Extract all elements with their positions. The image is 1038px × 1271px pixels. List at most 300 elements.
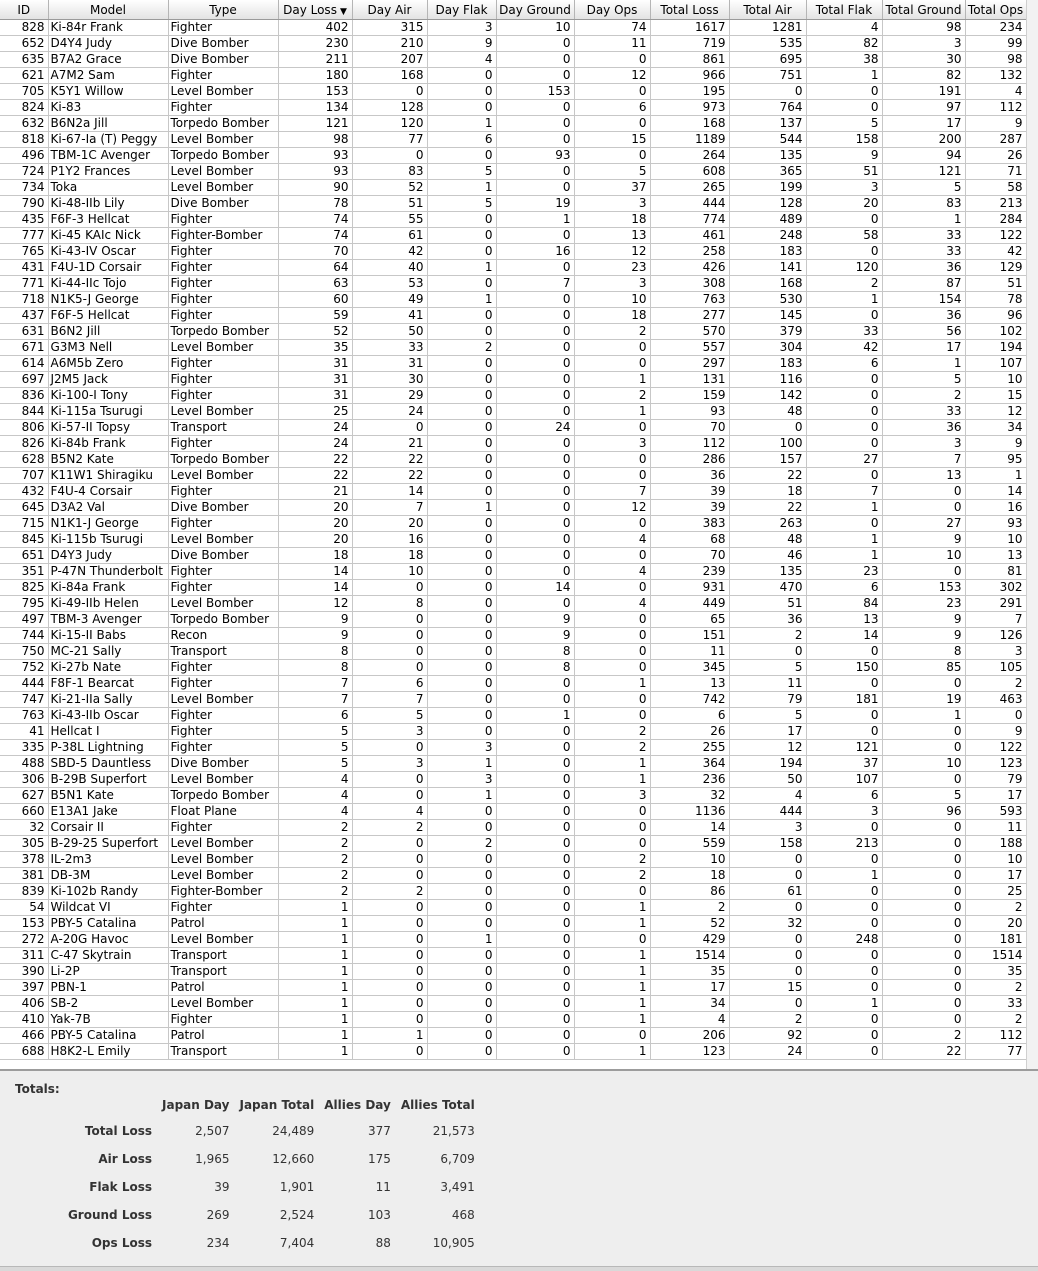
col-header-day-flak[interactable]: Day Flak (427, 0, 496, 20)
cell-day-ops: 0 (574, 1028, 650, 1044)
cell-total-air: 0 (729, 420, 806, 436)
table-row[interactable] (0, 244, 1026, 260)
cell-total-loss: 13 (650, 676, 729, 692)
cell-day-air: 0 (352, 852, 427, 868)
cell-day-ground: 93 (496, 148, 574, 164)
cell-total-flak: 0 (806, 372, 882, 388)
cell-day-flak: 0 (427, 820, 496, 836)
table-row[interactable] (0, 756, 1026, 772)
col-header-day-ops[interactable]: Day Ops (574, 0, 650, 20)
table-row[interactable] (0, 692, 1026, 708)
cell-total-ops: 112 (965, 1028, 1026, 1044)
cell-model: P1Y2 Frances (48, 164, 168, 180)
table-row[interactable] (0, 20, 1026, 36)
cell-total-ops: 463 (965, 692, 1026, 708)
cell-day-loss: 9 (278, 628, 352, 644)
table-row[interactable] (0, 948, 1026, 964)
table-row[interactable] (0, 388, 1026, 404)
table-row[interactable] (0, 228, 1026, 244)
cell-day-ground: 8 (496, 644, 574, 660)
cell-total-air: 36 (729, 612, 806, 628)
totals-row (0, 1117, 480, 1145)
cell-id: 614 (0, 356, 48, 372)
table-row[interactable] (0, 420, 1026, 436)
cell-model: Corsair II (48, 820, 168, 836)
cell-day-air: 21 (352, 436, 427, 452)
cell-day-flak: 0 (427, 68, 496, 84)
cell-day-air: 14 (352, 484, 427, 500)
totals-header-row (0, 1093, 480, 1117)
cell-day-flak: 0 (427, 964, 496, 980)
table-row[interactable] (0, 788, 1026, 804)
cell-total-air: 0 (729, 996, 806, 1012)
cell-total-air: 470 (729, 580, 806, 596)
cell-model: Ki-43-IV Oscar (48, 244, 168, 260)
table-row[interactable] (0, 276, 1026, 292)
cell-day-air: 3 (352, 756, 427, 772)
cell-day-flak: 0 (427, 372, 496, 388)
table-row[interactable] (0, 980, 1026, 996)
cell-total-ground: 5 (882, 372, 965, 388)
totals-row-label: Ground Loss (67, 1208, 152, 1222)
cell-day-air: 49 (352, 292, 427, 308)
table-row[interactable] (0, 532, 1026, 548)
cell-day-ops: 23 (574, 260, 650, 276)
cell-day-flak: 9 (427, 36, 496, 52)
cell-total-flak: 1 (806, 292, 882, 308)
cell-day-ground: 0 (496, 1044, 574, 1060)
table-row[interactable] (0, 260, 1026, 276)
cell-day-ops: 1 (574, 772, 650, 788)
table-row[interactable] (0, 596, 1026, 612)
cell-total-ground: 5 (882, 788, 965, 804)
cell-total-air: 18 (729, 484, 806, 500)
cell-total-loss: 719 (650, 36, 729, 52)
cell-day-ops: 10 (574, 292, 650, 308)
cell-total-air: 92 (729, 1028, 806, 1044)
cell-total-air: 5 (729, 660, 806, 676)
cell-day-ops: 1 (574, 756, 650, 772)
table-row[interactable] (0, 516, 1026, 532)
table-row[interactable] (0, 212, 1026, 228)
cell-day-ops: 0 (574, 84, 650, 100)
cell-id: 734 (0, 180, 48, 196)
cell-day-ops: 0 (574, 580, 650, 596)
table-row[interactable] (0, 548, 1026, 564)
cell-total-flak: 0 (806, 516, 882, 532)
table-row[interactable] (0, 436, 1026, 452)
cell-day-ground: 0 (496, 404, 574, 420)
cell-total-flak: 0 (806, 212, 882, 228)
table-row[interactable] (0, 308, 1026, 324)
cell-day-loss: 2 (278, 836, 352, 852)
cell-total-air: 32 (729, 916, 806, 932)
cell-total-ground: 0 (882, 740, 965, 756)
cell-model: Li-2P (48, 964, 168, 980)
table-row[interactable] (0, 884, 1026, 900)
table-row[interactable] (0, 468, 1026, 484)
cell-day-flak: 1 (427, 180, 496, 196)
table-row[interactable] (0, 196, 1026, 212)
cell-total-ops: 77 (965, 1044, 1026, 1060)
cell-total-air: 141 (729, 260, 806, 276)
table-row[interactable] (0, 500, 1026, 516)
cell-total-ops: 213 (965, 196, 1026, 212)
cell-model: B5N2 Kate (48, 452, 168, 468)
cell-total-air: 4 (729, 788, 806, 804)
cell-day-ground: 0 (496, 484, 574, 500)
cell-total-air: 489 (729, 212, 806, 228)
cell-id: 432 (0, 484, 48, 500)
cell-day-flak: 0 (427, 484, 496, 500)
cell-day-flak: 3 (427, 740, 496, 756)
col-header-total-air[interactable]: Total Air (729, 0, 806, 20)
table-row[interactable] (0, 804, 1026, 820)
col-header-day-air[interactable]: Day Air (352, 0, 427, 20)
cell-day-ground: 0 (496, 356, 574, 372)
cell-total-loss: 264 (650, 148, 729, 164)
col-header-day-ground[interactable]: Day Ground (496, 0, 574, 20)
cell-day-loss: 64 (278, 260, 352, 276)
cell-day-ops: 0 (574, 820, 650, 836)
cell-total-air: 0 (729, 948, 806, 964)
cell-total-air: 695 (729, 52, 806, 68)
cell-total-flak: 0 (806, 980, 882, 996)
totals-header-japan-day: Japan Day (162, 1098, 230, 1112)
cell-day-ops: 18 (574, 308, 650, 324)
col-header-total-ground[interactable]: Total Ground (882, 0, 965, 20)
cell-day-loss: 60 (278, 292, 352, 308)
cell-model: Ki-45 KAIc Nick (48, 228, 168, 244)
cell-day-flak: 0 (427, 404, 496, 420)
cell-type: Transport (168, 948, 278, 964)
cell-total-flak: 37 (806, 756, 882, 772)
table-row[interactable] (0, 580, 1026, 596)
table-row[interactable] (0, 868, 1026, 884)
cell-total-loss: 255 (650, 740, 729, 756)
cell-total-ops: 13 (965, 548, 1026, 564)
cell-day-ground: 0 (496, 820, 574, 836)
table-row[interactable] (0, 116, 1026, 132)
cell-total-air: 194 (729, 756, 806, 772)
table-row[interactable] (0, 676, 1026, 692)
cell-total-loss: 286 (650, 452, 729, 468)
cell-total-flak: 1 (806, 532, 882, 548)
table-row[interactable] (0, 612, 1026, 628)
cell-total-air: 535 (729, 36, 806, 52)
cell-total-flak: 0 (806, 724, 882, 740)
cell-day-loss: 52 (278, 324, 352, 340)
cell-total-flak: 14 (806, 628, 882, 644)
col-header-total-ops[interactable]: Total Ops (965, 0, 1026, 20)
cell-day-ops: 74 (574, 20, 650, 36)
cell-day-ground: 0 (496, 436, 574, 452)
cell-total-loss: 26 (650, 724, 729, 740)
cell-day-air: 0 (352, 644, 427, 660)
cell-day-ops: 2 (574, 724, 650, 740)
cell-type: Fighter-Bomber (168, 884, 278, 900)
cell-day-ground: 0 (496, 948, 574, 964)
totals-row (0, 1201, 480, 1229)
cell-day-air: 16 (352, 532, 427, 548)
cell-day-ops: 1 (574, 996, 650, 1012)
cell-total-flak: 1 (806, 68, 882, 84)
panel-divider[interactable] (0, 1069, 1038, 1071)
table-row[interactable] (0, 932, 1026, 948)
cell-type: Dive Bomber (168, 756, 278, 772)
table-row[interactable] (0, 68, 1026, 84)
table-row[interactable] (0, 644, 1026, 660)
cell-day-flak: 1 (427, 932, 496, 948)
cell-day-ops: 0 (574, 644, 650, 660)
cell-type: Level Bomber (168, 180, 278, 196)
cell-day-loss: 70 (278, 244, 352, 260)
cell-total-ops: 123 (965, 756, 1026, 772)
cell-total-loss: 39 (650, 500, 729, 516)
table-row[interactable] (0, 36, 1026, 52)
totals-value-japan-day: 269 (206, 1208, 230, 1222)
cell-total-air: 0 (729, 932, 806, 948)
table-row[interactable] (0, 724, 1026, 740)
cell-total-air: 0 (729, 644, 806, 660)
cell-day-flak: 0 (427, 980, 496, 996)
table-row[interactable] (0, 564, 1026, 580)
cell-total-loss: 1617 (650, 20, 729, 36)
cell-day-air: 0 (352, 916, 427, 932)
cell-day-flak: 1 (427, 788, 496, 804)
table-row[interactable] (0, 372, 1026, 388)
cell-id: 397 (0, 980, 48, 996)
cell-model: Ki-102b Randy (48, 884, 168, 900)
cell-day-ground: 1 (496, 708, 574, 724)
cell-day-air: 24 (352, 404, 427, 420)
table-row[interactable] (0, 484, 1026, 500)
cell-day-air: 120 (352, 116, 427, 132)
table-row[interactable] (0, 900, 1026, 916)
table-row[interactable] (0, 356, 1026, 372)
cell-total-ops: 58 (965, 180, 1026, 196)
cell-type: Fighter (168, 372, 278, 388)
cell-type: Fighter (168, 388, 278, 404)
table-row[interactable] (0, 452, 1026, 468)
table-row[interactable] (0, 52, 1026, 68)
cell-model: A-20G Havoc (48, 932, 168, 948)
col-header-id[interactable]: ID (0, 0, 48, 20)
col-header-day-loss[interactable]: Day Loss ▼ (278, 0, 352, 20)
cell-model: MC-21 Sally (48, 644, 168, 660)
cell-day-flak: 0 (427, 244, 496, 260)
cell-total-ground: 36 (882, 260, 965, 276)
cell-day-loss: 90 (278, 180, 352, 196)
cell-total-flak: 4 (806, 20, 882, 36)
cell-day-flak: 0 (427, 420, 496, 436)
table-row[interactable] (0, 964, 1026, 980)
cell-day-ops: 0 (574, 692, 650, 708)
cell-total-ground: 19 (882, 692, 965, 708)
cell-day-air: 0 (352, 868, 427, 884)
table-row[interactable] (0, 772, 1026, 788)
cell-day-air: 0 (352, 628, 427, 644)
table-row[interactable] (0, 852, 1026, 868)
cell-total-loss: 1189 (650, 132, 729, 148)
cell-day-air: 0 (352, 948, 427, 964)
cell-total-ops: 129 (965, 260, 1026, 276)
cell-total-air: 50 (729, 772, 806, 788)
cell-day-loss: 6 (278, 708, 352, 724)
cell-total-loss: 383 (650, 516, 729, 532)
cell-total-loss: 557 (650, 340, 729, 356)
cell-day-flak: 0 (427, 212, 496, 228)
cell-id: 707 (0, 468, 48, 484)
table-row[interactable] (0, 836, 1026, 852)
cell-day-loss: 20 (278, 500, 352, 516)
table-row[interactable] (0, 404, 1026, 420)
cell-type: Fighter (168, 1012, 278, 1028)
cell-day-ground: 0 (496, 772, 574, 788)
cell-day-ops: 0 (574, 708, 650, 724)
table-row[interactable] (0, 292, 1026, 308)
cell-total-air: 142 (729, 388, 806, 404)
cell-model: Toka (48, 180, 168, 196)
table-row[interactable] (0, 628, 1026, 644)
cell-id: 444 (0, 676, 48, 692)
cell-day-ground: 0 (496, 900, 574, 916)
cell-total-ops: 16 (965, 500, 1026, 516)
cell-total-air: 183 (729, 356, 806, 372)
cell-day-loss: 2 (278, 820, 352, 836)
cell-total-air: 116 (729, 372, 806, 388)
cell-total-ground: 5 (882, 180, 965, 196)
cell-model: J2M5 Jack (48, 372, 168, 388)
cell-day-loss: 230 (278, 36, 352, 52)
cell-total-flak: 150 (806, 660, 882, 676)
cell-day-air: 0 (352, 580, 427, 596)
cell-day-ops: 0 (574, 516, 650, 532)
cell-total-ground: 85 (882, 660, 965, 676)
cell-type: Fighter (168, 724, 278, 740)
table-row[interactable] (0, 148, 1026, 164)
col-header-type[interactable]: Type (168, 0, 278, 20)
cell-model: B7A2 Grace (48, 52, 168, 68)
table-row[interactable] (0, 740, 1026, 756)
cell-type: Dive Bomber (168, 500, 278, 516)
cell-total-air: 137 (729, 116, 806, 132)
totals-value-allies-day: 11 (375, 1180, 391, 1194)
table-row[interactable] (0, 1028, 1026, 1044)
cell-total-air: 145 (729, 308, 806, 324)
cell-total-loss: 123 (650, 1044, 729, 1060)
cell-day-flak: 0 (427, 1012, 496, 1028)
cell-total-ops: 122 (965, 740, 1026, 756)
table-row[interactable] (0, 164, 1026, 180)
cell-model: B6N2a Jill (48, 116, 168, 132)
cell-total-ops: 33 (965, 996, 1026, 1012)
cell-day-loss: 1 (278, 980, 352, 996)
cell-type: Torpedo Bomber (168, 452, 278, 468)
cell-total-ground: 0 (882, 948, 965, 964)
table-row[interactable] (0, 916, 1026, 932)
table-row[interactable] (0, 180, 1026, 196)
cell-type: Fighter (168, 516, 278, 532)
table-row[interactable] (0, 132, 1026, 148)
cell-total-air: 2 (729, 1012, 806, 1028)
table-row[interactable] (0, 340, 1026, 356)
cell-day-loss: 402 (278, 20, 352, 36)
cell-day-flak: 0 (427, 356, 496, 372)
cell-total-ground: 0 (882, 996, 965, 1012)
cell-type: Level Bomber (168, 868, 278, 884)
cell-total-ground: 27 (882, 516, 965, 532)
cell-day-air: 22 (352, 468, 427, 484)
cell-type: Transport (168, 964, 278, 980)
cell-day-ground: 0 (496, 180, 574, 196)
cell-day-flak: 0 (427, 692, 496, 708)
cell-id: 750 (0, 644, 48, 660)
cell-total-loss: 6 (650, 708, 729, 724)
cell-total-air: 365 (729, 164, 806, 180)
cell-total-ground: 0 (882, 836, 965, 852)
cell-total-flak: 0 (806, 468, 882, 484)
col-header-total-loss[interactable]: Total Loss (650, 0, 729, 20)
cell-total-loss: 461 (650, 228, 729, 244)
cell-total-ground: 96 (882, 804, 965, 820)
cell-total-flak: 158 (806, 132, 882, 148)
cell-total-flak: 121 (806, 740, 882, 756)
table-row[interactable] (0, 820, 1026, 836)
cell-model: Ki-43-IIb Oscar (48, 708, 168, 724)
cell-id: 645 (0, 500, 48, 516)
table-row[interactable] (0, 660, 1026, 676)
cell-id: 54 (0, 900, 48, 916)
cell-model: Ki-48-IIb Lily (48, 196, 168, 212)
cell-model: F4U-4 Corsair (48, 484, 168, 500)
cell-type: Fighter (168, 676, 278, 692)
cell-day-flak: 4 (427, 52, 496, 68)
cell-total-ops: 10 (965, 532, 1026, 548)
cell-model: Ki-49-IIb Helen (48, 596, 168, 612)
cell-day-ops: 12 (574, 68, 650, 84)
table-row[interactable] (0, 1044, 1026, 1060)
cell-day-loss: 2 (278, 868, 352, 884)
cell-model: D3A2 Val (48, 500, 168, 516)
cell-type: Fighter (168, 900, 278, 916)
cell-total-ground: 36 (882, 308, 965, 324)
cell-model: SB-2 (48, 996, 168, 1012)
cell-total-ground: 0 (882, 980, 965, 996)
cell-total-air: 24 (729, 1044, 806, 1060)
table-row[interactable] (0, 100, 1026, 116)
cell-day-loss: 8 (278, 660, 352, 676)
cell-day-air: 29 (352, 388, 427, 404)
table-row[interactable] (0, 324, 1026, 340)
cell-day-ground: 0 (496, 676, 574, 692)
table-row[interactable] (0, 708, 1026, 724)
cell-day-ground: 0 (496, 388, 574, 404)
cell-total-ground: 8 (882, 644, 965, 660)
table-row[interactable] (0, 1012, 1026, 1028)
col-header-total-flak[interactable]: Total Flak (806, 0, 882, 20)
cell-total-ops: 302 (965, 580, 1026, 596)
cell-total-ground: 0 (882, 932, 965, 948)
cell-id: 828 (0, 20, 48, 36)
cell-day-loss: 31 (278, 372, 352, 388)
cell-day-flak: 0 (427, 884, 496, 900)
table-row[interactable] (0, 84, 1026, 100)
table-row[interactable] (0, 996, 1026, 1012)
vertical-scrollbar[interactable] (1026, 0, 1038, 1069)
col-header-model[interactable]: Model (48, 0, 168, 20)
cell-total-ground: 0 (882, 500, 965, 516)
